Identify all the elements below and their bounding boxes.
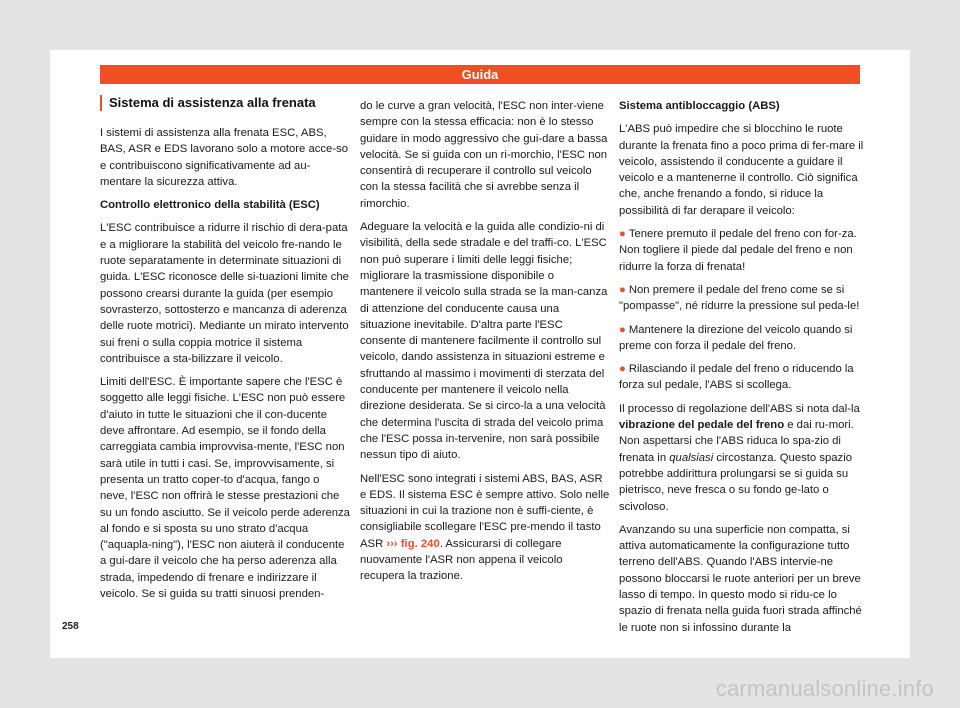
abs-paragraph-3: Avanzando su una superficie non compatta, si attiva automaticamente la configurazione tutto terreno dell'ABS. Quando l'ABS intervie-ne possono bloccarsi le ruote anteriori per un breve lasso di tempo. In questo modo si ridu-ce lo spazio di frenata nella guida fuori strada affinché le ruote non si infossino durante la [619,523,862,634]
page-number: 258 [62,621,79,632]
esc-subtitle: Controllo elettronico della stabilità (ESC) [100,199,320,212]
bullet-item [619,361,869,394]
abs-paragraph-2 [619,401,869,515]
abs-p2-bold: vibrazione del pedale del freno [619,419,785,432]
abs-p2-text-a: Il processo di regolazione dell'ABS si nota dal-la [619,402,860,415]
bullet-dot-icon: ● [619,363,626,376]
bullet-text: Tenere premuto il pedale del freno con for-za. Non togliere il piede dal pedale del freno e non ridurre la forza di frenata! [619,228,857,273]
column-3 [619,98,869,643]
esc-p5-text-a: Nell'ESC sono integrati i sistemi ABS, BAS, ASR e EDS. Il sistema ESC è sempre attivo. Solo nelle situazioni in cui la trazione non è suffi-ciente, è consigliabile scollegare l'ESC pre-mendo il tasto ASR [360,472,610,550]
abs-p2-text-c: circostanza. Questo spazio potrebbe addirittura prolungarsi se si guida su pietrisco, neve fresca o su fondo ge-lato o scivoloso. [619,451,852,513]
abs-p2-italic: qualsiasi [669,451,714,464]
esc-paragraph-5 [360,471,610,585]
section-title: Sistema di assistenza alla frenata [100,95,350,111]
bullet-text: Mantenere la direzione del veicolo quando si preme con forza il pedale del freno. [619,323,853,352]
abs-paragraph-1: L'ABS può impedire che si blocchino le ruote durante la frenata fino a poco prima di fer-mare il veicolo, assistendo il conducente a guidare il veicolo e a mantenerne il controllo. Ciò significa che, anche frenando a fondo, si riduce la possibilità di far derapare il veicolo: [619,123,864,217]
bullet-dot-icon: ● [619,228,626,241]
column-2 [360,98,610,592]
esc-p5-text-b: . Assicurarsi di collegare nuovamente l'ASR non appena il veicolo recupera la trazione. [360,537,563,583]
esc-paragraph-2: Limiti dell'ESC. È importante sapere che l'ESC è soggetto alle leggi fisiche. L'ESC non può essere d'aiuto in tutte le situazioni che il con-ducente deve affrontare. Ad esempio, se il fondo della carreggiata cambia improvvisa-mente, l'ESC non sarà utile in tutti i casi. Se, improvvisamente, si presenta un tratto coper-to d'acqua, fango o neve, l'ESC non offrirà le stesse prestazioni che su un fondo asciutto. Se il veicolo perde aderenza al fondo e si sposta su uno strato d'acqua ("aquapla-ning"), l'ESC non aiuterà il conducente a gui-dare il veicolo che ha perso aderenza alla strada, impedendo di frenare e indirizzare il veicolo. Se si guida su tratti sinuosi prenden- [100,376,350,601]
esc-paragraph-4: Adeguare la velocità e la guida alle condizio-ni di visibilità, della sede stradale e del traffi-co. L'ESC non può superare i limiti delle leggi fisiche; migliorare la trasmissione disponibile o mantenere il veicolo sulla strada se la man-canza di attenzione del conducente causa una situazione inevitabile. D'altra parte l'ESC consente di mantenere facilmente il controllo sul veicolo, dando assistenza in situazioni estreme e sfruttando al massimo i movimenti di sterzata del conducente per mantenere il veicolo nella direzione desiderata. Se si circo-la a una velocità che determina l'uscita di strada del veicolo prima che l'ESC possa in-tervenire, non sarà possibile nessun tipo di aiuto. [360,221,608,462]
figure-reference-link[interactable]: ››› fig. 240 [386,537,440,550]
bullet-dot-icon: ● [619,323,626,336]
watermark: carmanualsonline.info [715,676,934,701]
bullet-item [619,226,869,275]
bullet-item [619,322,869,355]
chapter-header: Guida [100,65,860,84]
bullet-text: Rilasciando il pedale del freno o riducendo la forza sul pedale, l'ABS si scollega. [619,363,854,392]
abs-p2-text-b: e dai ru-mori. Non aspettarsi che l'ABS riduca lo spa-zio di frenata in [619,419,854,464]
bullet-dot-icon: ● [619,283,626,296]
abs-subtitle: Sistema antibloccaggio (ABS) [619,100,780,112]
esc-paragraph-1: L'ESC contribuisce a ridurre il rischio di dera-pata e a migliorare la stabilità del veicolo fre-nando le ruote separatamente in determinate situazioni di guida. L'ESC riconosce delle si-tuazioni limite che possono crearsi durante la guida (per esempio sovrasterzo, sottosterzo e mancanza di aderenza delle ruote motrici). Mediante un mirato intervento sui freni o sulla coppia motrice il sistema contribuisce a sta-bilizzare il veicolo. [100,222,349,365]
bullet-text: Non premere il pedale del freno come se si "pompasse", né ridurre la pressione sul peda-le! [619,283,860,313]
esc-paragraph-3: do le curve a gran velocità, l'ESC non inter-viene sempre con la stessa efficacia: non è lo stesso guidare in modo aggressivo che gui-dare a bassa velocità. Se si guida con un ri-morchio, l'ESC non consentirà di recuperare il controllo sul veicolo con la stessa facilità che si avrebbe senza il rimorchio. [360,100,608,210]
bullet-item [619,282,869,315]
intro-paragraph: I sistemi di assistenza alla frenata ESC, ABS, BAS, ASR e EDS lavorano solo a motore acce-so e contribuiscono significativamente ad au-mentare la sicurezza attiva. [100,127,349,188]
column-1 [100,95,350,609]
